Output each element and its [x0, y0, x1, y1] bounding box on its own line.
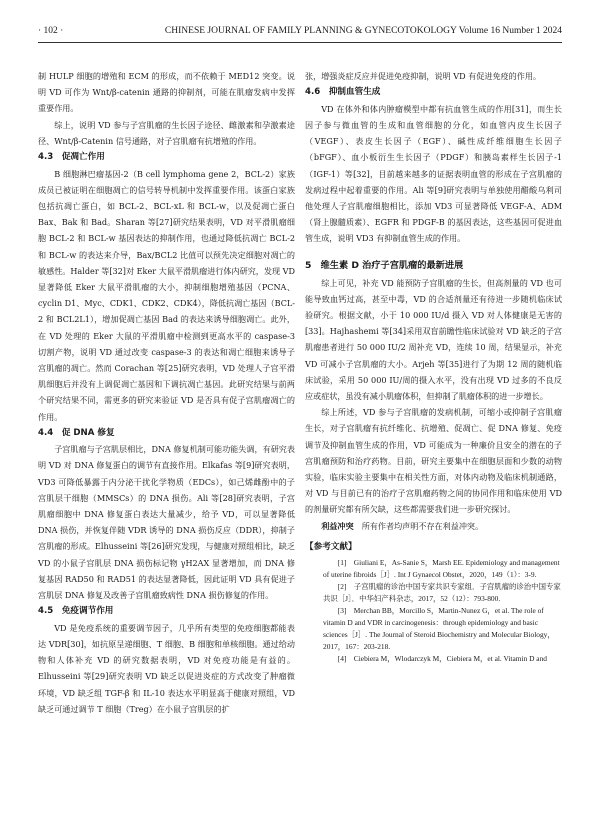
- coi-text: 所有作者均声明不存在利益冲突。: [361, 520, 484, 531]
- paragraph: VD 在体外和体内肿瘤模型中都有抗血管生成的作用[31]，而生长因子参与微血管的生成和血管细胞的分化，如血管内皮生长因子（VEGF）、表皮生长因子（EGF）、碱性成纤维细胞生长因子（bFGF）、血小板衍生生长因子（PDGF）和胰岛素样生长因子-1（IGF-1）等[32]，目前越来越多的证据表明血管的形成在子宫肌瘤的发病过程中起着重要的作用。Ali 等[9]研究表明与单独使用醋酸乌利司他处理人子宫肌瘤细胞相比，添加 VD3 可显著降低 VEGF-A、ADM（肾上腺髓质素）、EGFR 和 PDGF-B 的基因表达，这些基因可促进血管生成，说明 VD3 有抑制血管生成的作用。: [305, 103, 562, 244]
- paragraph: 张，增强炎症反应并促进免疫抑制，说明 VD 有促进免疫的作用。: [305, 71, 542, 81]
- section-heading-4-6: 4.6 抑制血管生成: [305, 87, 381, 98]
- reference-item: [2] 子宫肌瘤的诊治中国专家共识专家组．子宫肌瘤的诊治中国专家共识［J］．中华妇产科杂志，2017，52（12）：793-800.: [323, 581, 561, 603]
- paragraph: 综上，说明 VD 参与子宫肌瘤的生长因子途径、雌激素和孕激素途径、Wnt/β-Catenin 信号通路，对子宫肌瘤有抗增殖的作用。: [38, 119, 295, 146]
- page-header: [38, 24, 562, 43]
- paragraph: 综上可见，补充 VD 能预防子宫肌瘤的生长，但高剂量的 VD 也可能导致血钙过高，甚至中毒，VD 的合适剂量还有待进一步随机临床试验研究。根据文献，小于 10 000 IU/d 摄入 VD 对人体健康是无害的[33]。Hajhashemi 等[34]采用双盲前瞻性临床试验对 VD 缺乏的子宫肌瘤患者进行 50 000 IU/2 周补充 VD，连续 10 周，结果显示，补充 VD 可减小子宫肌瘤的大小。Arjeh 等[35]进行了为期 12 周的随机临床试验，采用 50 000 IU/周的摄入水平，没有出现 VD 过多的不良反应或症状，虽没有减小肌瘤体积，但抑制了肌瘤体积的进一步增长。: [305, 277, 562, 401]
- paragraph: 制 HULP 细胞的增殖和 ECM 的形成，而不依赖于 MED12 突变。说明 VD 可作为 Wnt/β-catenin 通路的抑制剂，可能在肌瘤发病中发挥重要作用。: [38, 71, 295, 114]
- coi-label: 利益冲突: [321, 520, 354, 531]
- section-heading-4-5: 4.5 免疫调节作用: [38, 606, 114, 617]
- reference-item: [4] Ciebiera M，Wlodarczyk M，Ciebiera M，et al. Vitamin D and: [337, 653, 547, 663]
- reference-item: [3] Merchan BB，Morcillo S，Martin-Nunez G，et al. The role of vitamin D and VDR in carcinogenesis：through epidemiology and basic sciences［J］. The Journal of Steroid Biochemistry and Molecular Biology，2017，167：203-218.: [323, 605, 555, 651]
- journal-running-title: CHINESE JOURNAL OF FAMILY PLANNING & GYNECOTOKOLOGY Volume 16 Number 1 2024: [164, 26, 562, 36]
- paragraph: 子宫肌瘤与子宫肌层相比，DNA 修复机制可能功能失调，有研究表明 VD 对 DNA 修复蛋白的调节有直接作用。Elkafas 等[9]研究表明，VD3 可降低暴露于内分泌干扰化学物质（EDCs），如己烯雌酚中的子宫肌层干细胞（MMSCs）的 DNA 损伤。Ali 等[28]研究表明，子宫肌瘤细胞中 DNA 修复蛋白表达大量减少，给予 VD，可以显著降低 DNA 损伤，并恢复伴随 VDR 诱导的 DNA 损伤反应（DDR），抑制子宫肌瘤的形成。Elhusseini 等[26]研究发现，与健康对照组相比，缺乏 VD 的小鼠子宫肌层 DNA 损伤标记物 γH2AX 显著增加，而 DNA 修复基因 RAD50 和 RAD51 的表达显著降低，因此证明 VD 具有促进子宫肌层 DNA 修复及改善子宫肌瘤致病性 DNA 损伤修复的作用。: [38, 444, 295, 601]
- paragraph: 综上所述，VD 参与子宫肌瘤的发病机制，可缩小或抑制子宫肌瘤生长，对子宫肌瘤有抗纤维化、抗增殖、促凋亡、促 DNA 修复、免疫调节及抑制血管生成的作用，VD 可能成为一种廉价且安全的潜在的子宫肌瘤预防和治疗药物。目前，研究主要集中在细胞层面和少数的动物实验，临床实验主要集中在相关性方面，对体内动物及临床机制通路，对 VD 与目前已有的治疗子宫肌瘤药物之间的协同作用和临床使用 VD 的剂量研究都有所欠缺，这些都需要我们进一步研究探讨。: [305, 407, 562, 515]
- conflict-of-interest: [305, 518, 562, 534]
- paragraph: B 细胞淋巴瘤基因-2（B cell lymphoma gene 2，BCL-2）家族成员已被证明在细胞凋亡的信号转导机制中发挥重要作用。该蛋白家族包括抗凋亡蛋白，如 BCL-2、BCL-xL 和 BCL-w，以及促凋亡蛋白 Bax、Bak 和 Bad。Sharan 等[27]研究结果表明，VD 对平滑肌瘤细胞 BCL-2 和 BCL-w 基因表达的抑制作用，也通过降低抗凋亡 BCL-2 和 BCL-w 的表达来介导，Bax/BCL2 比值可以预先决定细胞对凋亡的敏感性。Halder 等[32]对 Eker 大鼠平滑肌瘤进行体内研究，发现 VD 显著降低 Eker 大鼠平滑肌瘤的大小，抑制细胞增殖基因（PCNA、cyclin D1、Myc、CDK1、CDK2、CDK4），降低抗凋亡基因（BCL-2 和 BCL2L1），增加促凋亡基因 Bad 的表达来诱导细胞凋亡。此外，在 VD 处理的 Eker 大鼠的平滑肌瘤中检测到更高水平的 caspase-3 切割产物，说明 VD 通过改变 caspase-3 的表达和凋亡细胞来诱导子宫肌瘤的凋亡。然而 Corachan 等[25]研究表明，VD 处理人子宫平滑肌细胞后并没有上调促凋亡基因和下调抗凋亡基因。此研究结果与前两个研究结果不同，需更多的研究来验证 VD 是否具有促子宫肌瘤凋亡的作用。: [38, 168, 295, 422]
- right-column: [305, 68, 562, 665]
- section-heading-4-3: 4.3 促凋亡作用: [38, 152, 105, 163]
- references-heading: 【参考文献】: [305, 541, 357, 552]
- paragraph: VD 是免疫系统的重要调节因子，几乎所有类型的免疫细胞都能表达 VDR[30]，如抗原呈递细胞、T 细胞、B 细胞和单核细胞。通过给动物和人体补充 VD 的研究数据表明，VD 对免疫功能是有益的。Elhusseini 等[29]研究表明 VD 缺乏以促进炎症的方式改变了肿瘤微环境，VD 缺乏组 TGF-β 和 IL-10 表达水平明显高于健康对照组，VD 缺乏可通过调节 T 细胞（Treg）在小鼠子宫肌层的扩: [38, 622, 295, 714]
- section-heading-4-4: 4.4 促 DNA 修复: [38, 427, 115, 438]
- reference-item: [1] Giuliani E，As-Sanie S，Marsh EE. Epidemiology and management of uterine fibroids［J］. Int J Gynaecol Obstet，2020，149（1）：3-9.: [323, 557, 560, 579]
- left-column: [38, 68, 295, 717]
- page-number: · 102 ·: [38, 26, 64, 36]
- section-heading-5: 5 维生素 D 治疗子宫肌瘤的最新进展: [305, 259, 464, 271]
